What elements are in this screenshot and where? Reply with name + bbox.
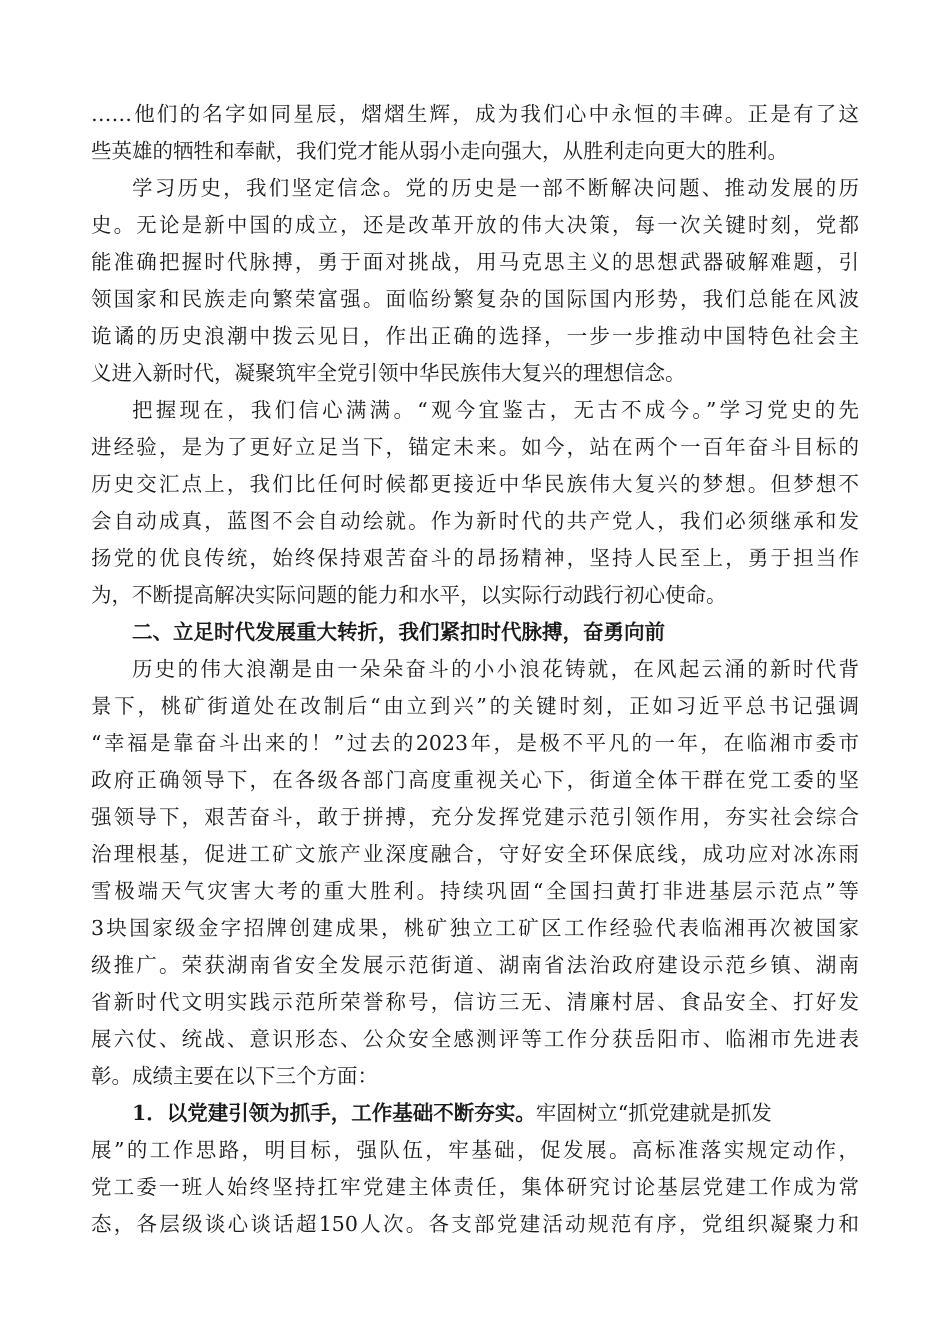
- paragraph-line: 展”的工作思路，明目标，强队伍，牢基础，促发展。高标准落实规定动作，: [91, 1138, 859, 1162]
- paragraph-line: 能准确把握时代脉搏，勇于面对挑战，用马克思主义的思想武器破解难题，引: [91, 250, 859, 274]
- paragraph-line: 雪极端天气灾害大考的重大胜利。持续巩固“全国扫黄打非进基层示范点”等: [91, 879, 859, 903]
- paragraph-line: “幸福是靠奋斗出来的！”过去的2023年，是极不平凡的一年，在临湘市委市: [91, 731, 859, 755]
- paragraph-line: 历史的伟大浪潮是由一朵朵奋斗的小小浪花铸就，在风起云涌的新时代背: [132, 657, 859, 681]
- paragraph-line: 会自动成真，蓝图不会自动绘就。作为新时代的共产党人，我们必须继承和发: [91, 509, 859, 533]
- paragraph-line: 学习历史，我们坚定信念。党的历史是一部不断解决问题、推动发展的历: [132, 176, 859, 200]
- paragraph-line: 强领导下，艰苦奋斗，敢于拼搏，充分发挥党建示范引领作用，夯实社会综合: [91, 805, 859, 829]
- section-heading: 二、立足时代发展重大转折，我们紧扣时代脉搏，奋勇向前: [132, 620, 665, 644]
- paragraph-line: 历史交汇点上，我们比任何时候都更接近中华民族伟大复兴的梦想。但梦想不: [91, 472, 859, 496]
- paragraph-text: 牢固树立“抓党建就是抓发: [535, 1101, 772, 1125]
- paragraph-line: 治理根基，促进工矿文旅产业深度融合，守好安全环保底线，成功应对冰冻雨: [91, 842, 859, 866]
- paragraph-line: 彰。成绩主要在以下三个方面：: [91, 1064, 378, 1088]
- paragraph-line: 级推广。荣获湖南省安全发展示范街道、湖南省法治政府建设示范乡镇、湖南: [91, 953, 859, 977]
- paragraph-line: 诡谲的历史浪潮中拨云见日，作出正确的选择，一步一步推动中国特色社会主: [91, 324, 859, 348]
- paragraph-line: 扬党的优良传统，始终保持艰苦奋斗的昂扬精神，坚持人民至上，勇于担当作: [91, 546, 859, 570]
- paragraph-line-numbered: [132, 1096, 859, 1130]
- subsection-heading: 1．以党建引领为抓手，工作基础不断夯实。: [132, 1101, 536, 1125]
- paragraph-line: 3块国家级金字招牌创建成果，桃矿独立工矿区工作经验代表临湘再次被国家: [91, 916, 859, 940]
- paragraph-line: 省新时代文明实践示范所荣誉称号，信访三无、清廉村居、食品安全、打好发: [91, 990, 859, 1014]
- paragraph-line: 领国家和民族走向繁荣富强。面临纷繁复杂的国际国内形势，我们总能在风波: [91, 287, 859, 311]
- paragraph-line: 党工委一班人始终坚持扛牢党建主体责任，集体研究讨论基层党建工作成为常: [91, 1175, 859, 1199]
- paragraph-line: ……他们的名字如同星辰，熠熠生辉，成为我们心中永恒的丰碑。正是有了这: [91, 102, 859, 126]
- paragraph-line: 政府正确领导下，在各级各部门高度重视关心下，街道全体干群在党工委的坚: [91, 768, 859, 792]
- paragraph-line: 景下，桃矿街道处在改制后“由立到兴”的关键时刻，正如习近平总书记强调: [91, 694, 859, 718]
- paragraph-line: 史。无论是新中国的成立，还是改革开放的伟大决策，每一次关键时刻，党都: [91, 213, 859, 237]
- paragraph-line: 为，不断提高解决实际问题的能力和水平，以实际行动践行初心使命。: [91, 583, 727, 607]
- paragraph-line: 进经验，是为了更好立足当下，锚定未来。如今，站在两个一百年奋斗目标的: [91, 435, 859, 459]
- paragraph-line: 把握现在，我们信心满满。“观今宜鉴古，无古不成今。”学习党史的先: [132, 398, 859, 422]
- paragraph-line: 展六仗、统战、意识形态、公众安全感测评等工作分获岳阳市、临湘市先进表: [91, 1027, 859, 1051]
- paragraph-line: 些英雄的牺牲和奉献，我们党才能从弱小走向强大，从胜利走向更大的胜利。: [91, 139, 788, 163]
- paragraph-line: 态，各层级谈心谈话超150人次。各支部党建活动规范有序，党组织凝聚力和: [91, 1212, 859, 1236]
- paragraph-line: 义进入新时代，凝聚筑牢全党引领中华民族伟大复兴的理想信念。: [91, 361, 686, 385]
